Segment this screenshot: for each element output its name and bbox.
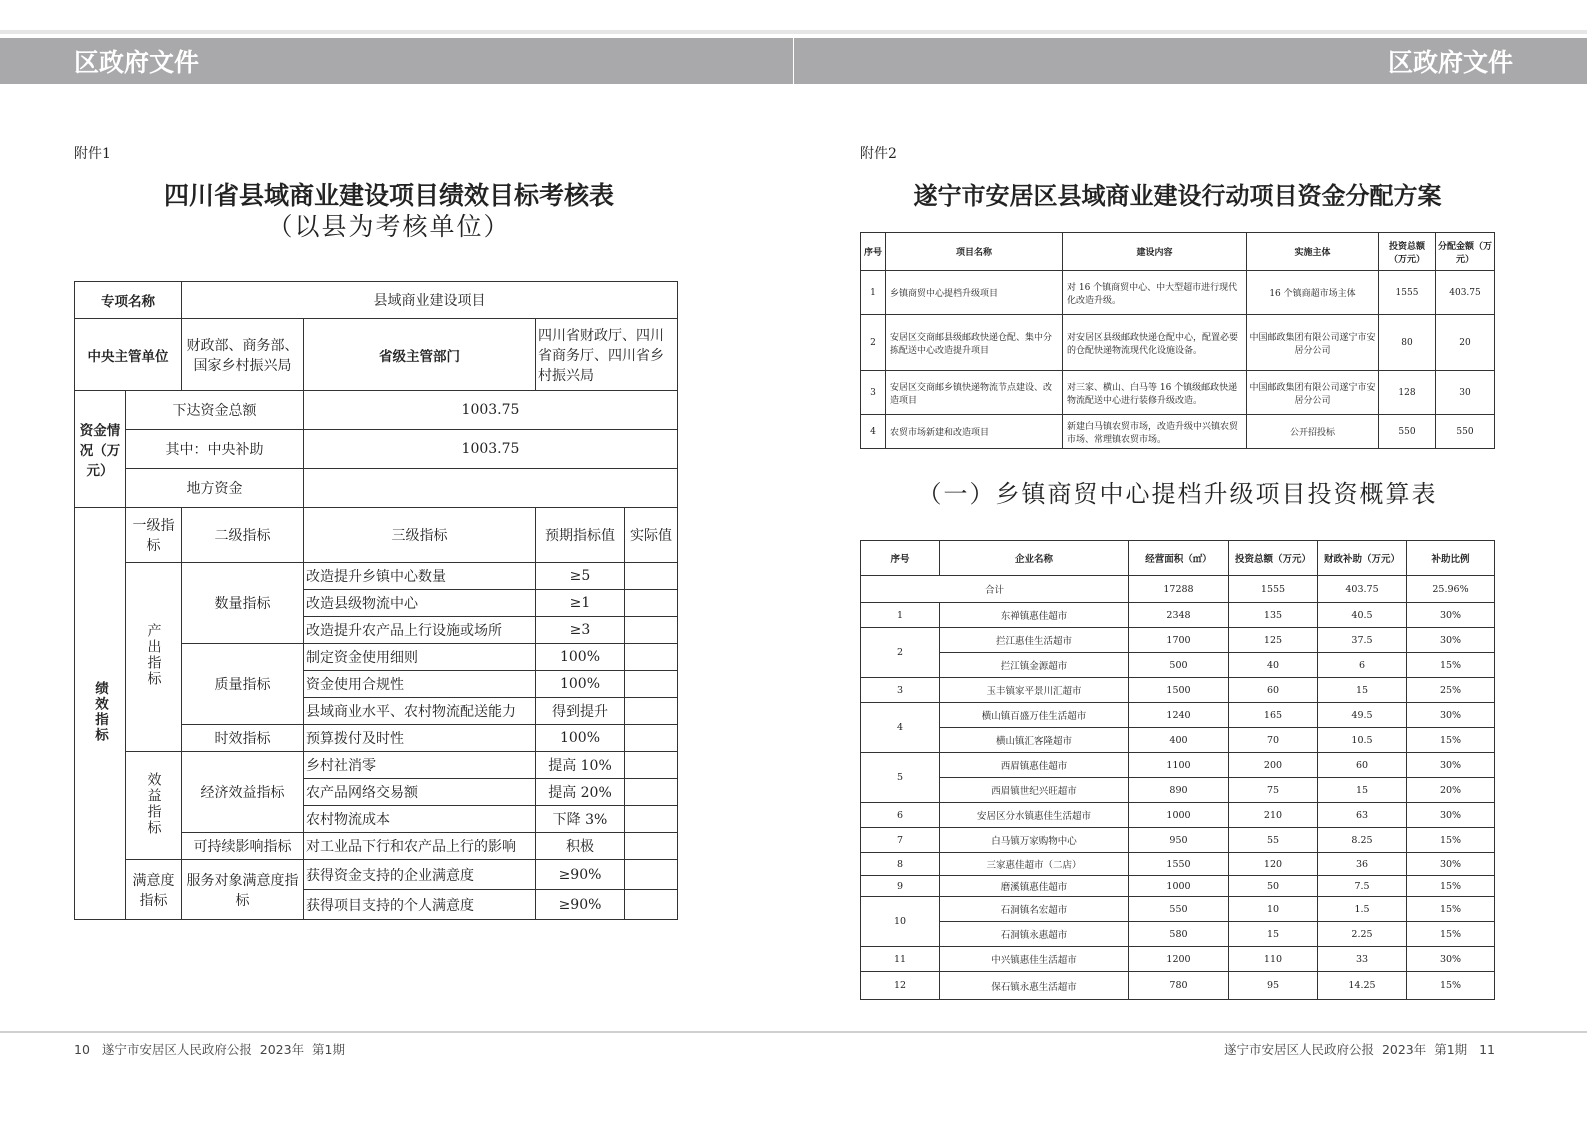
store-ratio: 30% xyxy=(1407,703,1495,728)
project-entity: 中国邮政集团有限公司遂宁市安居分公司 xyxy=(1247,371,1379,415)
store-subsidy: 1.5 xyxy=(1318,897,1407,922)
store-invest: 40 xyxy=(1229,653,1318,678)
indicator-value: ≥90% xyxy=(536,890,625,920)
table-row xyxy=(861,678,1495,703)
store-area: 1500 xyxy=(1129,678,1229,703)
indicator-name: 改造提升农产品上行设施或场所 xyxy=(304,617,536,644)
col-level3: 三级指标 xyxy=(304,508,536,563)
store-name: 横山镇百盛万佳生活超市 xyxy=(940,703,1129,728)
store-name: 安居区分水镇惠佳生活超市 xyxy=(940,803,1129,828)
store-area: 890 xyxy=(1129,778,1229,803)
store-subsidy: 63 xyxy=(1318,803,1407,828)
store-ratio: 15% xyxy=(1407,922,1495,947)
store-subsidy: 60 xyxy=(1318,753,1407,778)
indicator-value: 提高 20% xyxy=(536,779,625,806)
table-row xyxy=(861,803,1495,828)
store-area: 1200 xyxy=(1129,947,1229,972)
table-row xyxy=(861,897,1495,922)
total-invest: 1555 xyxy=(1229,576,1318,603)
time-label: 时效指标 xyxy=(182,725,304,752)
row-no: 2 xyxy=(861,628,940,678)
table-row xyxy=(861,972,1495,1000)
row-no: 12 xyxy=(861,972,940,1000)
col-header: 投资总额（万元） xyxy=(1229,541,1318,576)
table-row xyxy=(861,271,1495,315)
indicator-name: 农村物流成本 xyxy=(304,806,536,833)
store-name: 玉丰镇家平景川汇超市 xyxy=(940,678,1129,703)
allocation-table xyxy=(860,232,1495,449)
store-name: 拦江镇金源超市 xyxy=(940,653,1129,678)
store-area: 2348 xyxy=(1129,603,1229,628)
row-no: 8 xyxy=(861,853,940,876)
total-area: 17288 xyxy=(1129,576,1229,603)
table-row xyxy=(75,319,678,391)
indicator-value: ≥5 xyxy=(536,563,625,590)
table-row xyxy=(861,371,1495,415)
store-name: 横山镇汇客隆超市 xyxy=(940,728,1129,753)
funding-total-value: 1003.75 xyxy=(304,391,678,430)
store-invest: 165 xyxy=(1229,703,1318,728)
indicator-value: 下降 3% xyxy=(536,806,625,833)
store-area: 500 xyxy=(1129,653,1229,678)
funding-label: 资金情况（万元） xyxy=(75,391,126,508)
store-subsidy: 49.5 xyxy=(1318,703,1407,728)
col-level2: 二级指标 xyxy=(182,508,304,563)
provincial-label: 省级主管部门 xyxy=(304,319,536,391)
store-subsidy: 8.25 xyxy=(1318,828,1407,853)
store-subsidy: 37.5 xyxy=(1318,628,1407,653)
store-ratio: 30% xyxy=(1407,628,1495,653)
header-label-left: 区政府文件 xyxy=(74,48,200,77)
indicator-name: 获得项目支持的个人满意度 xyxy=(304,890,536,920)
project-alloc: 20 xyxy=(1436,315,1495,371)
store-subsidy: 15 xyxy=(1318,778,1407,803)
store-invest: 10 xyxy=(1229,897,1318,922)
store-invest: 135 xyxy=(1229,603,1318,628)
col-header: 投资总额（万元） xyxy=(1379,233,1436,271)
row-no: 6 xyxy=(861,803,940,828)
store-invest: 70 xyxy=(1229,728,1318,753)
table-row xyxy=(75,430,678,469)
table-row xyxy=(861,853,1495,876)
econ-label: 经济效益指标 xyxy=(182,752,304,833)
store-name: 中兴镇惠佳生活超市 xyxy=(940,947,1129,972)
indicator-value: 100% xyxy=(536,725,625,752)
project-label: 专项名称 xyxy=(75,282,182,319)
page-number-left: 10 xyxy=(74,1042,90,1057)
output-label: 产出指标 xyxy=(145,623,162,687)
store-ratio: 30% xyxy=(1407,603,1495,628)
page-subtitle-left: （以县为考核单位） xyxy=(267,212,511,241)
indicator-name: 农产品网络交易额 xyxy=(304,779,536,806)
row-no: 7 xyxy=(861,828,940,853)
store-name: 保石镇永惠生活超市 xyxy=(940,972,1129,1000)
project-entity: 中国邮政集团有限公司遂宁市安居分公司 xyxy=(1247,315,1379,371)
indicator-value: 得到提升 xyxy=(536,698,625,725)
store-area: 550 xyxy=(1129,897,1229,922)
indicator-value: ≥3 xyxy=(536,617,625,644)
store-area: 400 xyxy=(1129,728,1229,753)
table-row xyxy=(861,828,1495,853)
indicator-name: 对工业品下行和农产品上行的影响 xyxy=(304,833,536,860)
store-area: 580 xyxy=(1129,922,1229,947)
project-alloc: 403.75 xyxy=(1436,271,1495,315)
performance-table xyxy=(74,281,678,920)
store-ratio: 15% xyxy=(1407,728,1495,753)
table-row xyxy=(75,282,678,319)
central-value: 财政部、商务部、国家乡村振兴局 xyxy=(182,319,304,391)
annex-label-1: 附件1 xyxy=(74,146,111,162)
store-area: 950 xyxy=(1129,828,1229,853)
store-name: 拦江惠佳生活超市 xyxy=(940,628,1129,653)
col-header: 建设内容 xyxy=(1063,233,1247,271)
quality-label: 质量指标 xyxy=(182,644,304,725)
project-content: 对三家、横山、白马等 16 个镇级邮政快递物流配送中心进行装修升级改造。 xyxy=(1063,371,1247,415)
col-level1: 一级指标 xyxy=(126,508,182,563)
header-banner-left xyxy=(0,38,793,84)
page-title-left: 四川省县域商业建设项目绩效目标考核表 xyxy=(163,181,614,210)
store-subsidy: 15 xyxy=(1318,678,1407,703)
total-ratio: 25.96% xyxy=(1407,576,1495,603)
store-ratio: 15% xyxy=(1407,876,1495,897)
table-row xyxy=(75,469,678,508)
store-invest: 75 xyxy=(1229,778,1318,803)
table-row xyxy=(75,563,678,590)
table-row xyxy=(861,541,1495,576)
indicator-name: 资金使用合规性 xyxy=(304,671,536,698)
col-header: 补助比例 xyxy=(1407,541,1495,576)
store-invest: 200 xyxy=(1229,753,1318,778)
col-header: 序号 xyxy=(861,541,940,576)
table-row xyxy=(861,753,1495,778)
funding-total-label: 下达资金总额 xyxy=(126,391,304,430)
indicator-value: 提高 10% xyxy=(536,752,625,779)
project-name: 农贸市场新建和改造项目 xyxy=(886,415,1063,449)
project-entity: 16 个镇商超市场主体 xyxy=(1247,271,1379,315)
store-ratio: 30% xyxy=(1407,853,1495,876)
indicator-value: ≥90% xyxy=(536,860,625,890)
col-header: 企业名称 xyxy=(940,541,1129,576)
provincial-value: 四川省财政厅、四川省商务厅、四川省乡村振兴局 xyxy=(536,319,678,391)
funding-central-value: 1003.75 xyxy=(304,430,678,469)
table-row xyxy=(75,391,678,430)
row-no: 4 xyxy=(861,415,886,449)
store-area: 780 xyxy=(1129,972,1229,1000)
project-alloc: 30 xyxy=(1436,371,1495,415)
central-label: 中央主管单位 xyxy=(75,319,182,391)
top-rule xyxy=(0,30,1587,34)
store-name: 石洞镇永惠超市 xyxy=(940,922,1129,947)
table-row xyxy=(75,508,678,563)
store-subsidy: 6 xyxy=(1318,653,1407,678)
table-row xyxy=(861,603,1495,628)
footer-text-right: 遂宁市安居区人民政府公报 2023年 第1期 xyxy=(1224,1042,1468,1057)
table-row xyxy=(861,778,1495,803)
indicator-name: 预算拨付及时性 xyxy=(304,725,536,752)
table-row xyxy=(75,752,678,779)
row-no: 11 xyxy=(861,947,940,972)
store-name: 东禅镇惠佳超市 xyxy=(940,603,1129,628)
indicator-name: 改造提升乡镇中心数量 xyxy=(304,563,536,590)
table-row xyxy=(861,233,1495,271)
sustain-label: 可持续影响指标 xyxy=(182,833,304,860)
funding-local-label: 地方资金 xyxy=(126,469,304,508)
col-header: 项目名称 xyxy=(886,233,1063,271)
store-subsidy: 33 xyxy=(1318,947,1407,972)
store-subsidy: 36 xyxy=(1318,853,1407,876)
table-row xyxy=(861,628,1495,653)
page-title-right: 遂宁市安居区县域商业建设行动项目资金分配方案 xyxy=(913,182,1442,210)
col-header: 实施主体 xyxy=(1247,233,1379,271)
indicator-value: 100% xyxy=(536,644,625,671)
table-row xyxy=(861,653,1495,678)
store-ratio: 20% xyxy=(1407,778,1495,803)
store-ratio: 15% xyxy=(1407,653,1495,678)
store-invest: 120 xyxy=(1229,853,1318,876)
indicator-name: 制定资金使用细则 xyxy=(304,644,536,671)
store-ratio: 30% xyxy=(1407,803,1495,828)
store-invest: 125 xyxy=(1229,628,1318,653)
store-invest: 60 xyxy=(1229,678,1318,703)
project-value: 县域商业建设项目 xyxy=(182,282,678,319)
store-name: 三家惠佳超市（二店） xyxy=(940,853,1129,876)
footer-left xyxy=(74,1040,345,1058)
table-row xyxy=(75,860,678,890)
annex-label-2: 附件2 xyxy=(860,146,897,162)
service-label: 服务对象满意度指标 xyxy=(182,860,304,920)
budget-table xyxy=(860,540,1495,1000)
table-row xyxy=(861,922,1495,947)
satisfaction-label: 满意度指标 xyxy=(126,860,182,920)
col-expected: 预期指标值 xyxy=(536,508,625,563)
col-header: 分配金额（万元） xyxy=(1436,233,1495,271)
project-invest: 80 xyxy=(1379,315,1436,371)
col-header: 经营面积（㎡） xyxy=(1129,541,1229,576)
store-invest: 95 xyxy=(1229,972,1318,1000)
store-area: 1240 xyxy=(1129,703,1229,728)
store-subsidy: 40.5 xyxy=(1318,603,1407,628)
indicator-value: 100% xyxy=(536,671,625,698)
total-label: 合计 xyxy=(861,576,1129,603)
store-ratio: 25% xyxy=(1407,678,1495,703)
store-name: 石洞镇名宏超市 xyxy=(940,897,1129,922)
store-invest: 55 xyxy=(1229,828,1318,853)
table-row xyxy=(861,728,1495,753)
row-no: 9 xyxy=(861,876,940,897)
footer-right xyxy=(1224,1040,1495,1058)
store-subsidy: 7.5 xyxy=(1318,876,1407,897)
budget-subtitle: （一）乡镇商贸中心提档升级项目投资概算表 xyxy=(917,480,1438,508)
project-invest: 550 xyxy=(1379,415,1436,449)
table-row xyxy=(861,947,1495,972)
project-content: 对 16 个镇商贸中心、中大型超市进行现代化改造升级。 xyxy=(1063,271,1247,315)
store-subsidy: 2.25 xyxy=(1318,922,1407,947)
store-ratio: 15% xyxy=(1407,897,1495,922)
store-ratio: 15% xyxy=(1407,972,1495,1000)
store-ratio: 30% xyxy=(1407,753,1495,778)
project-content: 对安居区县级邮政快递仓配中心，配置必要的仓配快递物流现代化设施设备。 xyxy=(1063,315,1247,371)
store-invest: 210 xyxy=(1229,803,1318,828)
row-no: 3 xyxy=(861,371,886,415)
store-invest: 50 xyxy=(1229,876,1318,897)
page-number-right: 11 xyxy=(1479,1042,1495,1057)
project-alloc: 550 xyxy=(1436,415,1495,449)
header-banner-right xyxy=(794,38,1587,84)
funding-central-label: 其中：中央补助 xyxy=(126,430,304,469)
row-no: 1 xyxy=(861,603,940,628)
project-invest: 128 xyxy=(1379,371,1436,415)
footer-text-left: 遂宁市安居区人民政府公报 2023年 第1期 xyxy=(101,1042,345,1057)
indicator-name: 乡村社消零 xyxy=(304,752,536,779)
footer-rule xyxy=(0,1031,1587,1033)
indicator-value: ≥1 xyxy=(536,590,625,617)
store-name: 磨溪镇惠佳超市 xyxy=(940,876,1129,897)
store-name: 西眉镇世纪兴旺超市 xyxy=(940,778,1129,803)
store-area: 1000 xyxy=(1129,876,1229,897)
indicator-name: 获得资金支持的企业满意度 xyxy=(304,860,536,890)
project-entity: 公开招投标 xyxy=(1247,415,1379,449)
row-no: 5 xyxy=(861,753,940,803)
store-name: 白马镇万家购物中心 xyxy=(940,828,1129,853)
store-area: 1550 xyxy=(1129,853,1229,876)
project-invest: 1555 xyxy=(1379,271,1436,315)
perf-label: 绩效指标 xyxy=(92,680,108,743)
store-invest: 110 xyxy=(1229,947,1318,972)
benefit-label: 效益指标 xyxy=(145,771,162,836)
row-no: 10 xyxy=(861,897,940,947)
project-name: 安居区交商邮县级邮政快递仓配、集中分拣配送中心改造提升项目 xyxy=(886,315,1063,371)
project-name: 安居区交商邮乡镇快递物流节点建设、改造项目 xyxy=(886,371,1063,415)
store-area: 1100 xyxy=(1129,753,1229,778)
row-no: 2 xyxy=(861,315,886,371)
indicator-value: 积极 xyxy=(536,833,625,860)
indicator-name: 县域商业水平、农村物流配送能力 xyxy=(304,698,536,725)
project-content: 新建白马镇农贸市场，改造升级中兴镇农贸市场、常理镇农贸市场。 xyxy=(1063,415,1247,449)
store-area: 1000 xyxy=(1129,803,1229,828)
total-subsidy: 403.75 xyxy=(1318,576,1407,603)
col-header: 财政补助（万元） xyxy=(1318,541,1407,576)
row-no: 1 xyxy=(861,271,886,315)
row-no: 4 xyxy=(861,703,940,753)
store-subsidy: 14.25 xyxy=(1318,972,1407,1000)
table-row xyxy=(861,315,1495,371)
store-ratio: 30% xyxy=(1407,947,1495,972)
project-name: 乡镇商贸中心提档升级项目 xyxy=(886,271,1063,315)
store-name: 西眉镇惠佳超市 xyxy=(940,753,1129,778)
col-header: 序号 xyxy=(861,233,886,271)
table-row xyxy=(861,703,1495,728)
table-row xyxy=(861,415,1495,449)
store-subsidy: 10.5 xyxy=(1318,728,1407,753)
quantity-label: 数量指标 xyxy=(182,563,304,644)
col-actual: 实际值 xyxy=(625,508,678,563)
store-area: 1700 xyxy=(1129,628,1229,653)
header-label-right: 区政府文件 xyxy=(1387,48,1513,77)
store-ratio: 15% xyxy=(1407,828,1495,853)
table-row xyxy=(861,576,1495,603)
row-no: 3 xyxy=(861,678,940,703)
table-row xyxy=(861,876,1495,897)
store-invest: 15 xyxy=(1229,922,1318,947)
indicator-name: 改造县级物流中心 xyxy=(304,590,536,617)
